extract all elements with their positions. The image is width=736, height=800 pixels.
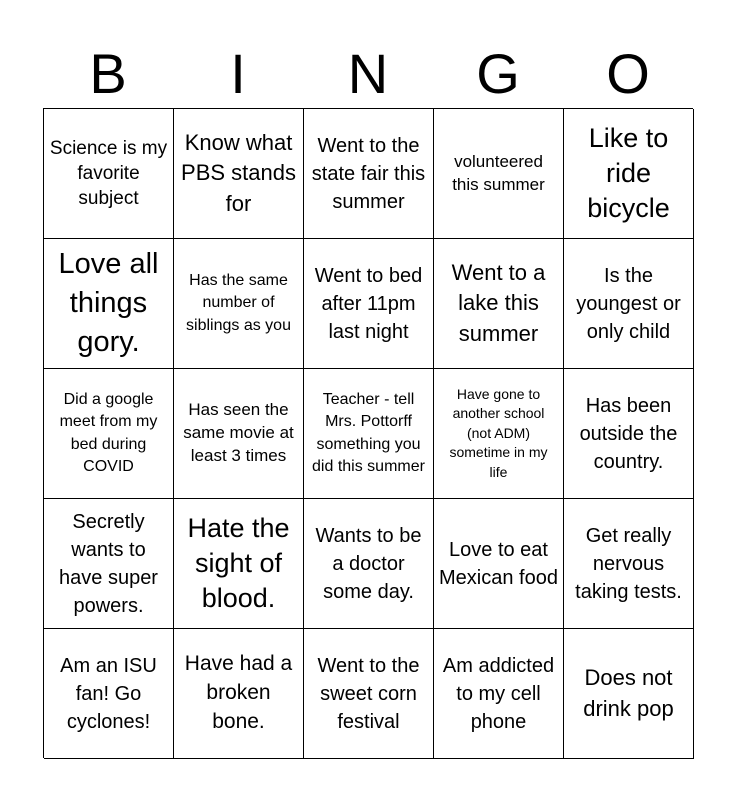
cell-text: Has the same number of siblings as you xyxy=(186,271,291,334)
bingo-cell[interactable] xyxy=(434,499,564,629)
cell-text: Science is my favorite subject xyxy=(49,137,168,210)
bingo-cell[interactable] xyxy=(564,239,694,369)
cell-text: Hate the sight of blood. xyxy=(187,512,290,614)
cell-text: Know what PBS stands for xyxy=(181,129,296,216)
cell-text: Went to the sweet corn festival xyxy=(317,654,420,733)
cell-text: Went to the state fair this summer xyxy=(311,134,426,213)
bingo-cell[interactable] xyxy=(564,629,694,759)
bingo-cell[interactable] xyxy=(304,109,434,239)
bingo-cell[interactable] xyxy=(304,369,434,499)
bingo-cell[interactable] xyxy=(44,369,174,499)
bingo-cell[interactable] xyxy=(434,369,564,499)
cell-text: Love all things gory. xyxy=(58,247,159,359)
bingo-header xyxy=(43,40,693,108)
bingo-cell[interactable] xyxy=(174,239,304,369)
cell-text: Love to eat Mexican food xyxy=(439,538,558,589)
bingo-cell[interactable] xyxy=(304,499,434,629)
bingo-cell[interactable] xyxy=(44,239,174,369)
bingo-cell[interactable] xyxy=(174,369,304,499)
bingo-cell[interactable] xyxy=(434,629,564,759)
header-letter-g: G xyxy=(476,42,520,105)
header-letter-i: I xyxy=(230,42,246,105)
cell-text: Am addicted to my cell phone xyxy=(442,654,555,733)
cell-text: Went to a lake this summer xyxy=(451,259,546,346)
bingo-cell[interactable] xyxy=(174,629,304,759)
bingo-cell[interactable] xyxy=(564,369,694,499)
cell-text: Went to bed after 11pm last night xyxy=(314,264,423,343)
cell-text: volunteered this summer xyxy=(452,151,545,194)
bingo-board xyxy=(43,108,693,758)
bingo-cell[interactable] xyxy=(44,109,174,239)
bingo-cell[interactable] xyxy=(564,499,694,629)
cell-text: Did a google meet from my bed during COVID xyxy=(59,390,158,475)
cell-text: Is the youngest or only child xyxy=(576,264,681,343)
bingo-cell[interactable] xyxy=(434,239,564,369)
cell-text: Does not drink pop xyxy=(583,665,674,721)
cell-text: Like to ride bicycle xyxy=(587,122,670,224)
bingo-cell[interactable] xyxy=(44,629,174,759)
cell-text: Have had a broken bone. xyxy=(184,652,293,733)
bingo-cell[interactable] xyxy=(304,239,434,369)
cell-text: Get really nervous taking tests. xyxy=(575,524,682,603)
bingo-cell[interactable] xyxy=(564,109,694,239)
bingo-cell[interactable] xyxy=(174,499,304,629)
bingo-cell[interactable] xyxy=(174,109,304,239)
cell-text: Teacher - tell Mrs. Pottorff something you did this summer xyxy=(312,390,425,475)
header-letter-o: O xyxy=(606,42,650,105)
cell-text: Have gone to another school (not ADM) sometime in my life xyxy=(449,385,548,480)
bingo-cell[interactable] xyxy=(434,109,564,239)
cell-text: Secretly wants to have super powers. xyxy=(59,510,158,617)
header-letter-b: B xyxy=(89,42,127,105)
cell-text: Am an ISU fan! Go cyclones! xyxy=(60,654,157,733)
bingo-cell[interactable] xyxy=(304,629,434,759)
cell-text: Wants to be a doctor some day. xyxy=(315,524,422,603)
cell-text: Has been outside the country. xyxy=(579,394,678,473)
cell-text: Has seen the same movie at least 3 times xyxy=(183,400,294,465)
header-letter-n: N xyxy=(347,42,389,105)
bingo-cell[interactable] xyxy=(44,499,174,629)
